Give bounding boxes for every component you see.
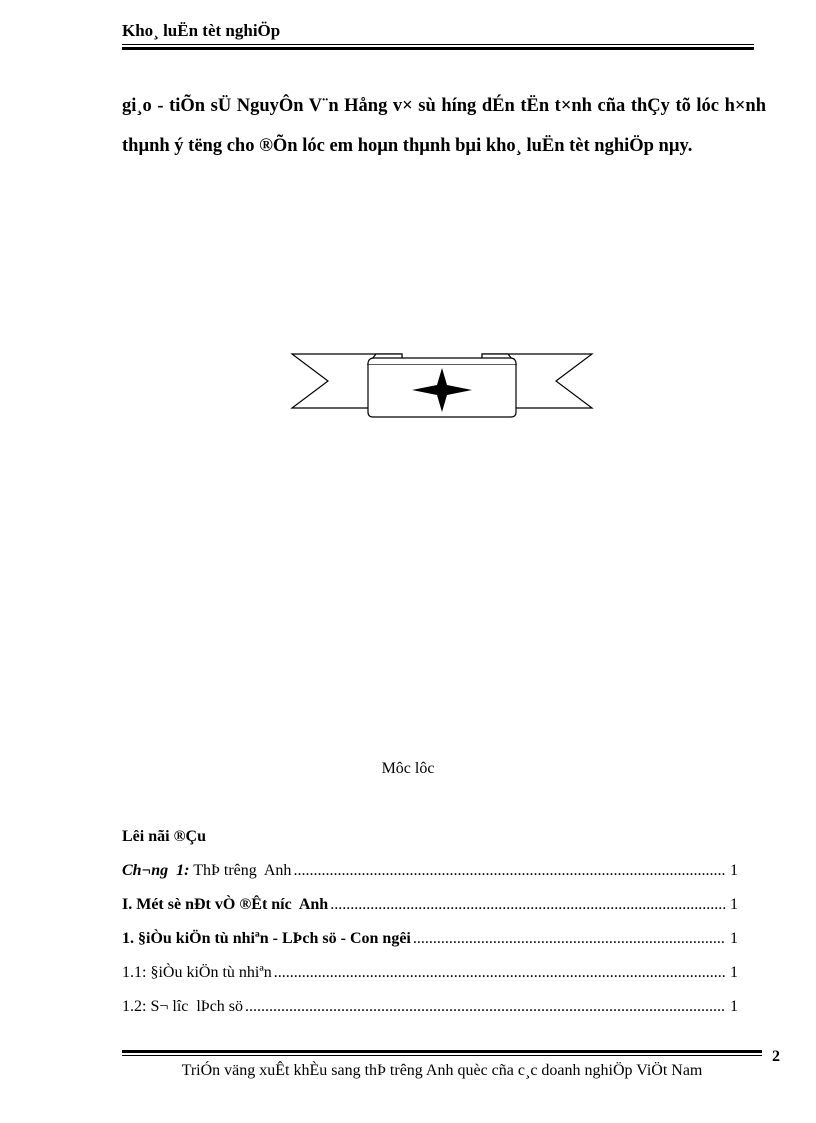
four-point-star-ribbon-banner-icon	[290, 350, 594, 418]
header-rule-thin	[122, 44, 754, 45]
toc-entry-text: 1.1: §iÒu kiÖn tù nhiªn	[122, 964, 272, 981]
toc-entry-section-I[interactable]	[122, 894, 738, 928]
toc-leader-dots	[413, 928, 726, 950]
table-of-contents	[122, 826, 738, 1030]
toc-leader-dots	[293, 860, 726, 882]
page-number: 2	[772, 1048, 780, 1065]
toc-entry-section-1[interactable]	[122, 928, 738, 962]
toc-entry-text: 1. §iÒu kiÖn tù nhiªn - LÞch sö - Con ngêi	[122, 930, 411, 947]
toc-leader-dots	[330, 894, 726, 916]
toc-entry-section-1-2[interactable]	[122, 996, 738, 1030]
toc-chapter-prefix: Ch¬ng 1:	[122, 862, 190, 879]
page-header	[122, 20, 754, 50]
toc-page-number: 1	[730, 930, 738, 947]
toc-entry-chapter-1[interactable]	[122, 860, 738, 894]
toc-heading: Lêi nãi ®Çu	[122, 828, 206, 845]
toc-entry-text: I. Mét sè nÐt vÒ ®Êt níc Anh	[122, 896, 329, 913]
toc-entry-text: 1.2: S¬ lîc lÞch sö	[122, 998, 244, 1015]
toc-page-number: 1	[730, 998, 738, 1015]
toc-entry-section-1-1[interactable]	[122, 962, 738, 996]
header-title: Kho¸ luËn tèt nghiÖp	[122, 21, 281, 40]
toc-page-number: 1	[730, 896, 738, 913]
toc-page-number: 1	[730, 964, 738, 981]
toc-leader-dots	[274, 962, 726, 984]
body-paragraph: gi¸o - tiÕn sÜ NguyÔn V¨n Hång v× sù híng dÉn tËn t×nh cña thÇy tõ lóc h×nh thµnh ý tëng cho ®Õn lóc em hoµn thµnh bµi kho¸ luËn tèt nghiÖp nµy.	[122, 96, 766, 156]
toc-leader-dots	[245, 996, 726, 1018]
footer-text: TriÓn väng xuÊt khÈu sang thÞ trêng Anh quèc cña c¸c doanh nghiÖp ViÖt Nam	[181, 1062, 703, 1079]
toc-page-number: 1	[730, 862, 738, 879]
toc-title: Môc lôc	[381, 760, 435, 777]
page-footer	[122, 1050, 762, 1080]
footer-rule-thin	[122, 1055, 762, 1056]
toc-entry-text: ThÞ trêng Anh	[189, 862, 292, 879]
footer-rule-thick	[122, 1050, 762, 1053]
header-rule-thick	[122, 47, 754, 50]
